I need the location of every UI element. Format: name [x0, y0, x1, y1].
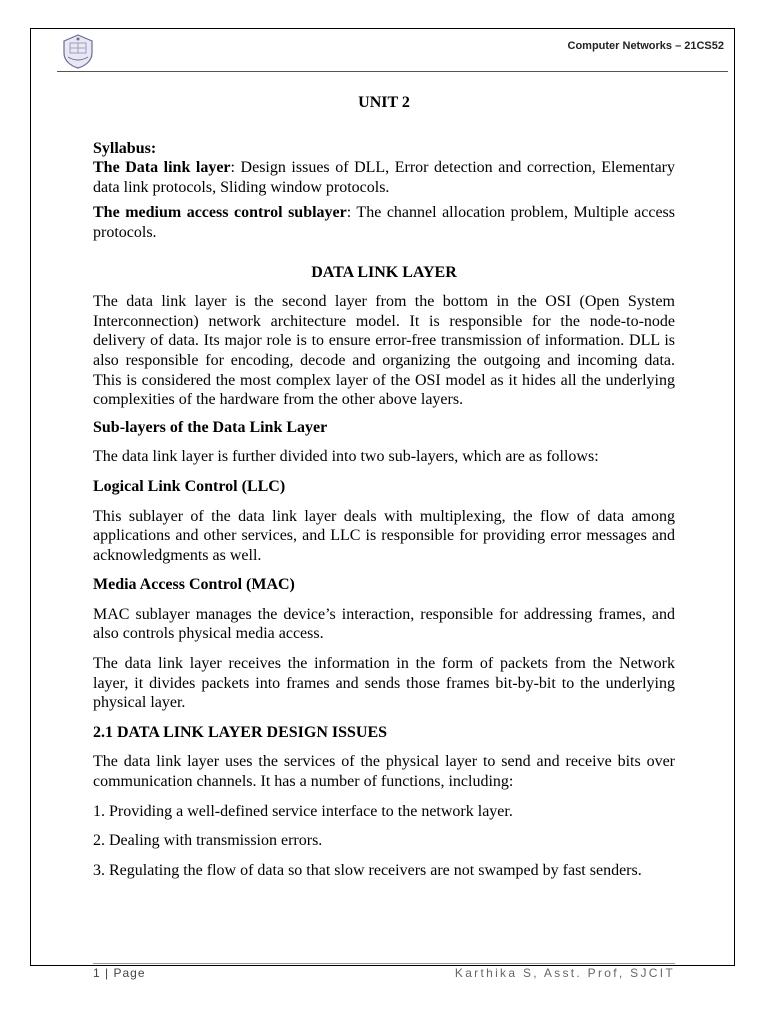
header-title: Computer Networks – 21CS52 [567, 40, 724, 52]
sublayers-text: The data link layer is further divided into two sub-layers, which are as follows: [93, 448, 599, 466]
mac-heading: Media Access Control (MAC) [93, 576, 295, 594]
syllabus-mac-text: : The channel allocation problem, Multiple access protocols. [93, 204, 675, 241]
syllabus-dll [93, 158, 675, 197]
llc-heading: Logical Link Control (LLC) [93, 477, 286, 495]
design-issue-item-3: 3. Regulating the flow of data so that slow receivers are not swamped by fast senders. [93, 861, 642, 879]
design-issues-heading: 2.1 DATA LINK LAYER DESIGN ISSUES [93, 723, 388, 741]
footer-page [93, 966, 146, 980]
footer-divider [93, 963, 675, 964]
mac-text: MAC sublayer manages the device’s interaction, responsible for addressing frames, and also controls physical media access. [93, 605, 675, 643]
page-number: 1 [93, 966, 101, 980]
syllabus-mac [93, 203, 675, 242]
syllabus-dll-label: The Data link layer [93, 159, 231, 177]
design-issue-item-2: 2. Dealing with transmission errors. [93, 832, 323, 850]
dll-heading: DATA LINK LAYER [311, 263, 457, 281]
syllabus-dll-text: : Design issues of DLL, Error detection and correction, Elementary data link protocols, Sliding window protocols. [93, 159, 676, 196]
syllabus-title: Syllabus: [93, 139, 157, 157]
college-crest-logo [60, 33, 96, 69]
syllabus-mac-label: The medium access control sublayer [93, 204, 347, 222]
sublayers-heading: Sub-layers of the Data Link Layer [93, 418, 328, 436]
design-issues-intro: The data link layer uses the services of the physical layer to send and receive bits over communication channels. It has a number of functions, including: [93, 753, 675, 791]
header-divider [57, 71, 728, 72]
document-body [93, 90, 675, 880]
page-label: | Page [100, 966, 146, 980]
llc-text: This sublayer of the data link layer deals with multiplexing, the flow of data among applications and other services, and LLC is responsible for providing error messages and acknowledgments as well. [93, 507, 675, 564]
design-issue-item-1: 1. Providing a well-defined service interface to the network layer. [93, 802, 513, 820]
footer-author: Karthika S, Asst. Prof, SJCIT [454, 966, 675, 980]
unit-title: UNIT 2 [358, 94, 410, 111]
dll-intro: The data link layer is the second layer from the bottom in the OSI (Open System Interconnection) network architecture model. It is responsible for the node-to-node delivery of data. Its major role is to ensure error-free transmission of information. DLL is also responsible for encoding, decode and organizing the outgoing and incoming data. This is considered the most complex layer of the OSI model as it hides all the underlying complexities of the hardware from the other above layers. [93, 293, 675, 409]
frames-text: The data link layer receives the information in the form of packets from the Network layer, it divides packets into frames and sends those frames bit-by-bit to the underlying physical layer. [93, 655, 675, 712]
